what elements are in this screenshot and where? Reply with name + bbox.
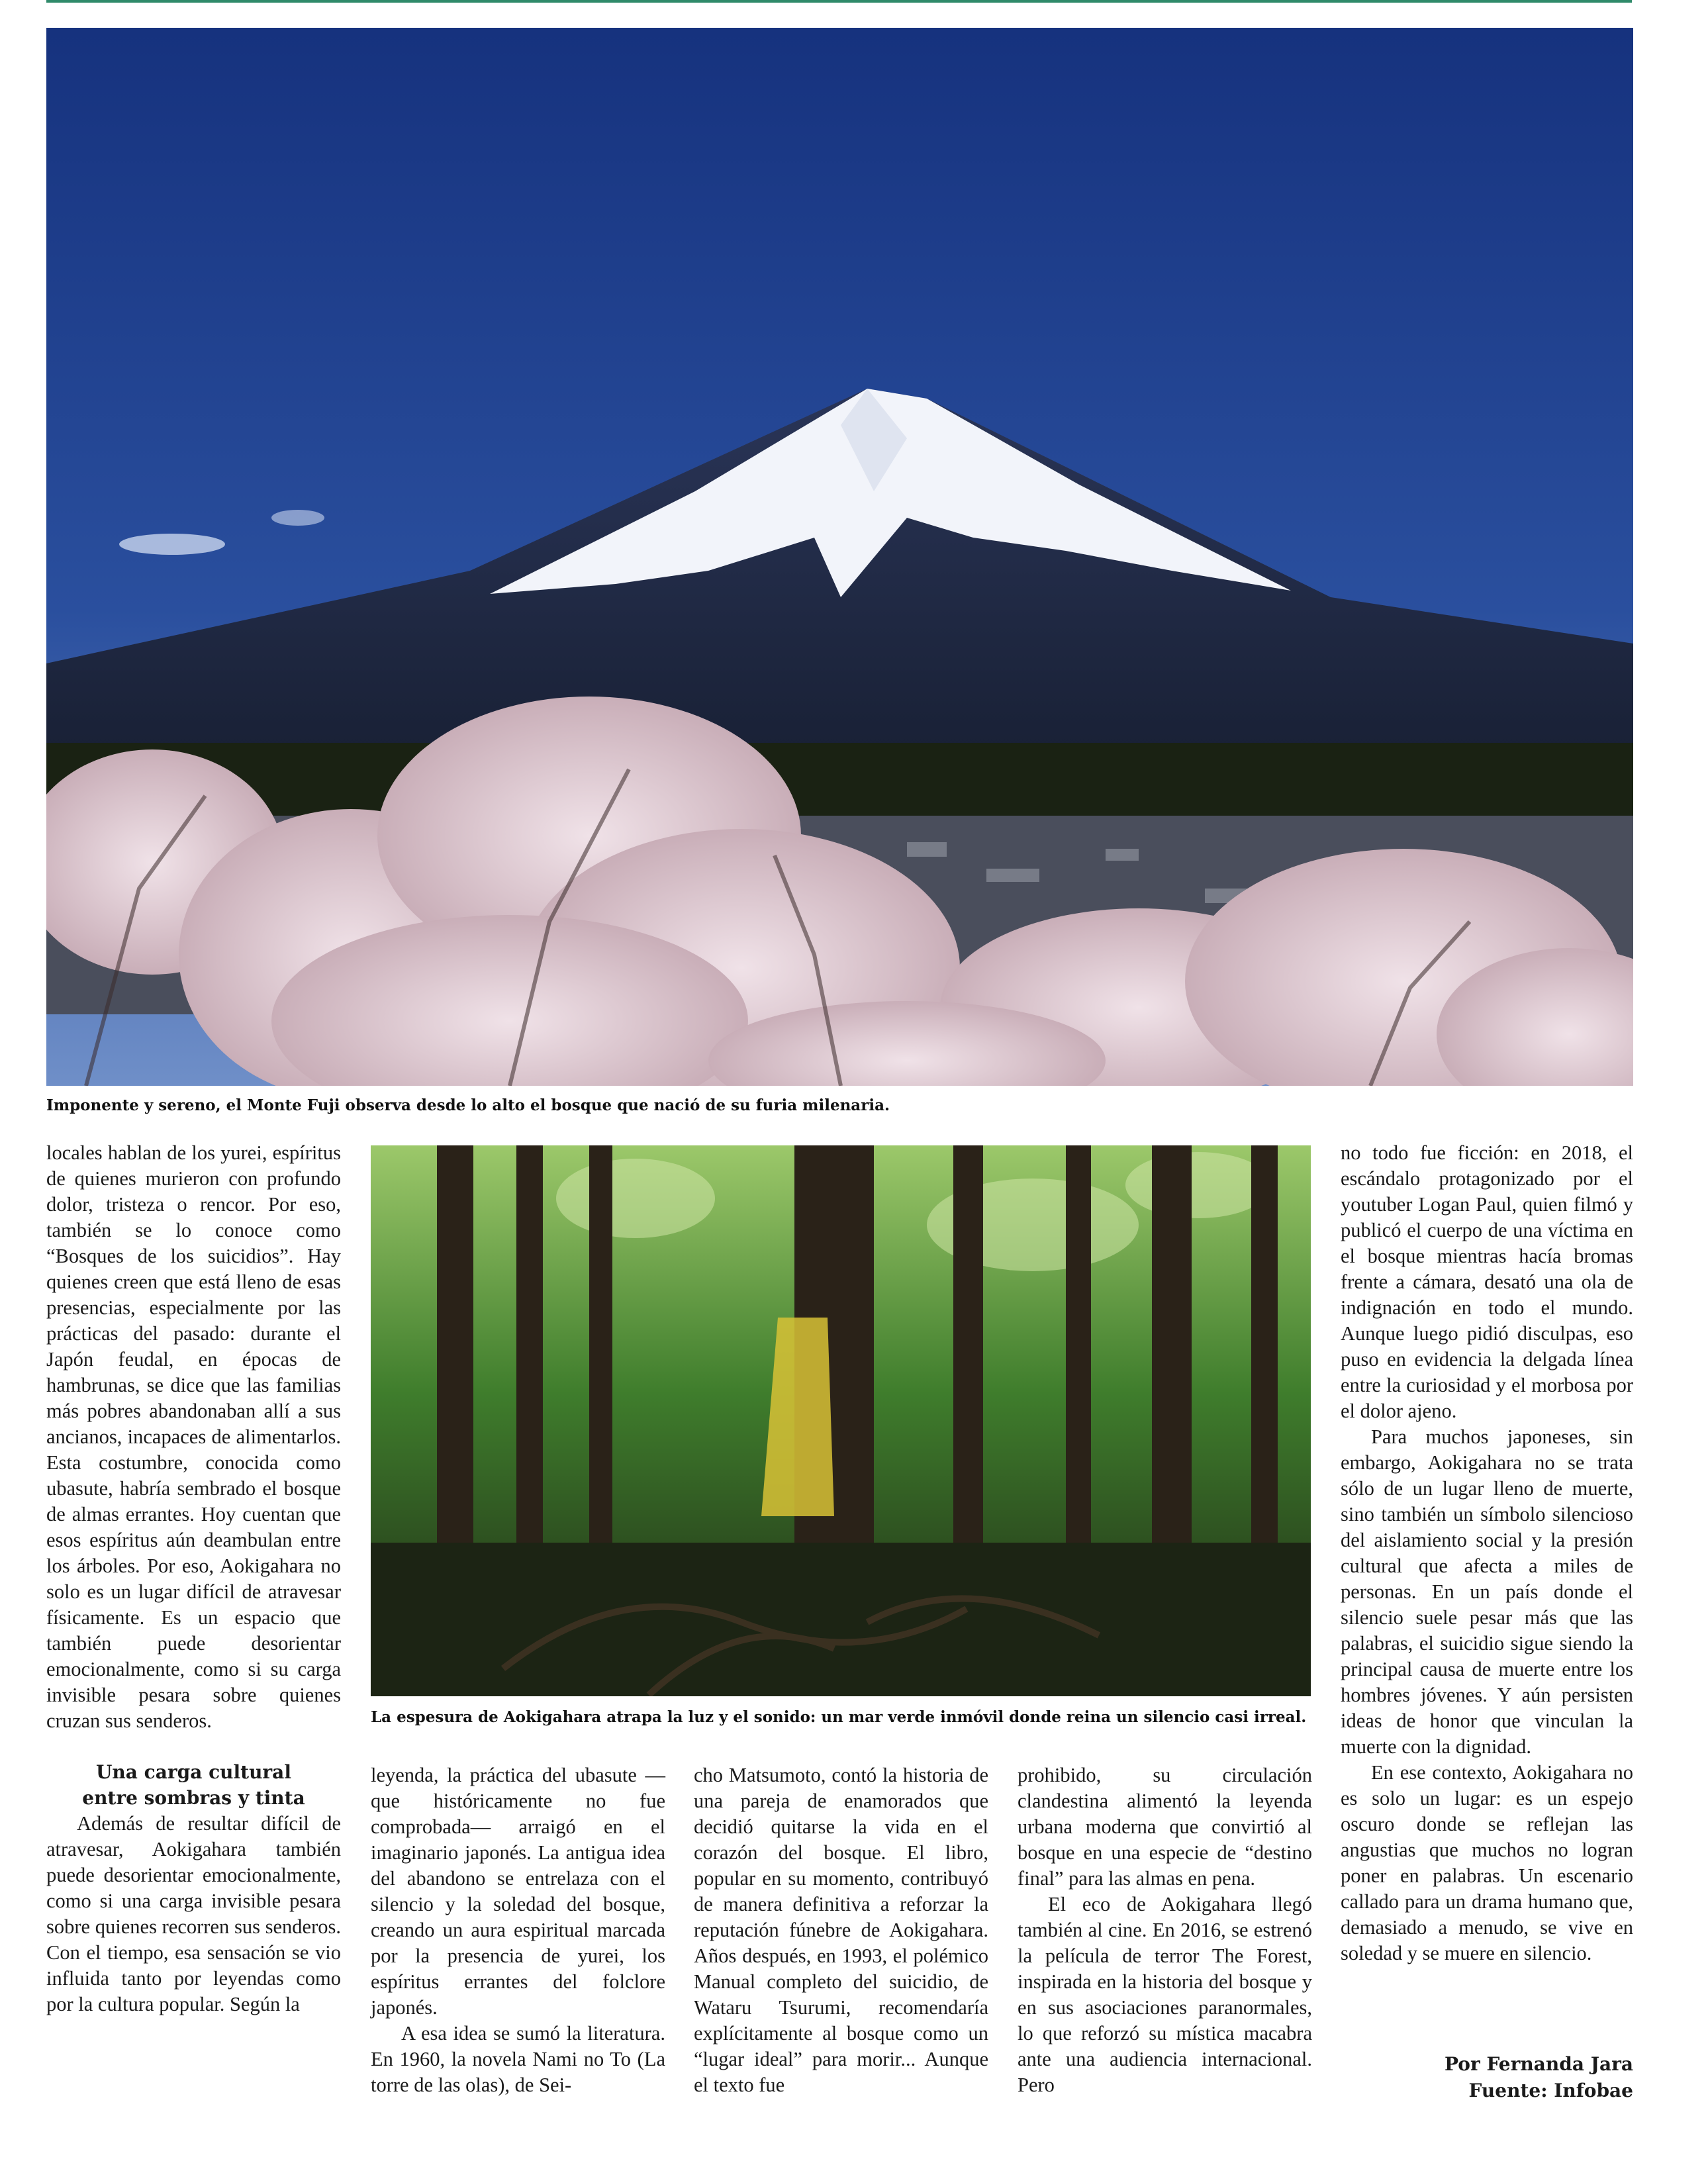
paragraph: cho Matsumoto, contó la historia de una pareja de enamorados que decidió quitarse la vida en el corazón del bosque. El libro, popular en su momento, contribuyó de manera definitiva a reforzar la reputación fúnebre de Aokigahara. Años después, en 1993, el polémico Manual completo del suicidio, de Wataru Tsurumi, recomendaría explícitamente al bosque como un “lugar ideal” para morir... Aunque el texto fue — [694, 1764, 988, 2096]
top-rule — [46, 0, 1632, 3]
subhead-line-1: Una carga cultural — [96, 1761, 291, 1783]
mount-fuji-photo — [46, 28, 1633, 1086]
section-subhead — [46, 1759, 341, 1811]
byline — [1445, 2051, 1633, 2104]
article-column-5 — [1341, 1140, 1633, 1966]
article-column-3 — [694, 1762, 988, 2098]
aokigahara-forest-photo — [371, 1145, 1311, 1696]
paragraph: no todo fue ficción: en 2018, el escándalo protagonizado por el youtuber Logan Paul, quien filmó y publicó el cuerpo de una víctima en el bosque mientras hacía bromas frente a cámara, desató una ola de indignación en todo el mundo. Aunque luego pidió disculpas, eso puso en evidencia la delgada línea entre la curiosidad y el morbosa por el dolor ajeno. — [1341, 1141, 1633, 1422]
paragraph: leyenda, la práctica del ubasute —que históricamente no fue comprobada— arraigó en el imaginario japonés. La antigua idea del abandono se entrelaza con el silencio y la soledad del bosque, creando un aura espiritual marcada por la presencia de yurei, los espíritus errantes del folclore japonés. — [371, 1764, 665, 2019]
paragraph: Para muchos japoneses, sin embargo, Aokigahara no se trata sólo de un lugar lleno de muerte, sino también un símbolo silencioso del aislamiento social y la presión cultural que afecta a miles de personas. En un país donde el silencio suele pesar más que las palabras, el suicidio sigue siendo la principal causa de muerte entre los hombres jóvenes. Y aún persisten ideas de honor que vinculan la muerte con la dignidad. — [1341, 1425, 1633, 1758]
paragraph: A esa idea se sumó la literatura. En 1960, la novela Nami no To (La torre de las olas), de Sei- — [371, 2022, 665, 2096]
paragraph: Además de resultar difícil de atravesar, Aokigahara también puede desorientar emocionalmente, como si una carga invisible pesara sobre quienes recorren sus senderos. Con el tiempo, esa sensación se vio influida tanto por leyendas como por la cultura popular. Según la — [46, 1812, 341, 2015]
forest-caption: La espesura de Aokigahara atrapa la luz y el sonido: un mar verde inmóvil donde reina un silencio casi irreal. — [371, 1708, 1307, 1726]
author-name: Por Fernanda Jara — [1444, 2053, 1633, 2075]
source-credit: Fuente: Infobae — [1468, 2080, 1633, 2101]
paragraph: locales hablan de los yurei, espíritus de quienes murieron con profundo dolor, tristeza o rencor. Por eso, también se lo conoce como “Bosques de los suicidios”. Hay quienes creen que está lleno de esas presencias, especialmente por las prácticas del pasado: durante el Japón feudal, en épocas de hambrunas, se dice que las familias más pobres abandonaban allí a sus ancianos, incapaces de alimentarlos. Esta costumbre, conocida como ubasute, habría sembrado el bosque de almas errantes. Hoy cuentan que esos espíritus aún deambulan entre los árboles. Por eso, Aokigahara no solo es un lugar difícil de atravesar físicamente. Es un espacio que también puede desorientar emocionalmente, como si su carga invisible pesara sobre quienes cruzan sus senderos. — [46, 1141, 341, 1732]
hero-caption: Imponente y sereno, el Monte Fuji observa desde lo alto el bosque que nació de su furia milenaria. — [46, 1096, 890, 1114]
article-column-2 — [371, 1762, 665, 2098]
paragraph: prohibido, su circulación clandestina alimentó la leyenda urbana moderna que convirtió al bosque en una especie de “destino final” para las almas en pena. — [1018, 1764, 1312, 1890]
subhead-line-2: entre sombras y tinta — [82, 1787, 305, 1809]
article-column-1 — [46, 1140, 341, 2017]
article-column-4 — [1018, 1762, 1312, 2098]
paragraph: El eco de Aokigahara llegó también al cine. En 2016, se estrenó la película de terror The Forest, inspirada en la historia del bosque y en sus asociaciones paranormales, lo que reforzó su mística macabra ante una audiencia internacional. Pero — [1018, 1893, 1312, 2096]
paragraph: En ese contexto, Aokigahara no es solo un lugar: es un espejo oscuro donde se reflejan las angustias que muchos no logran poner en palabras. Un escenario callado para un drama humano que, demasiado a menudo, se vive en soledad y se muere en silencio. — [1341, 1761, 1633, 1964]
